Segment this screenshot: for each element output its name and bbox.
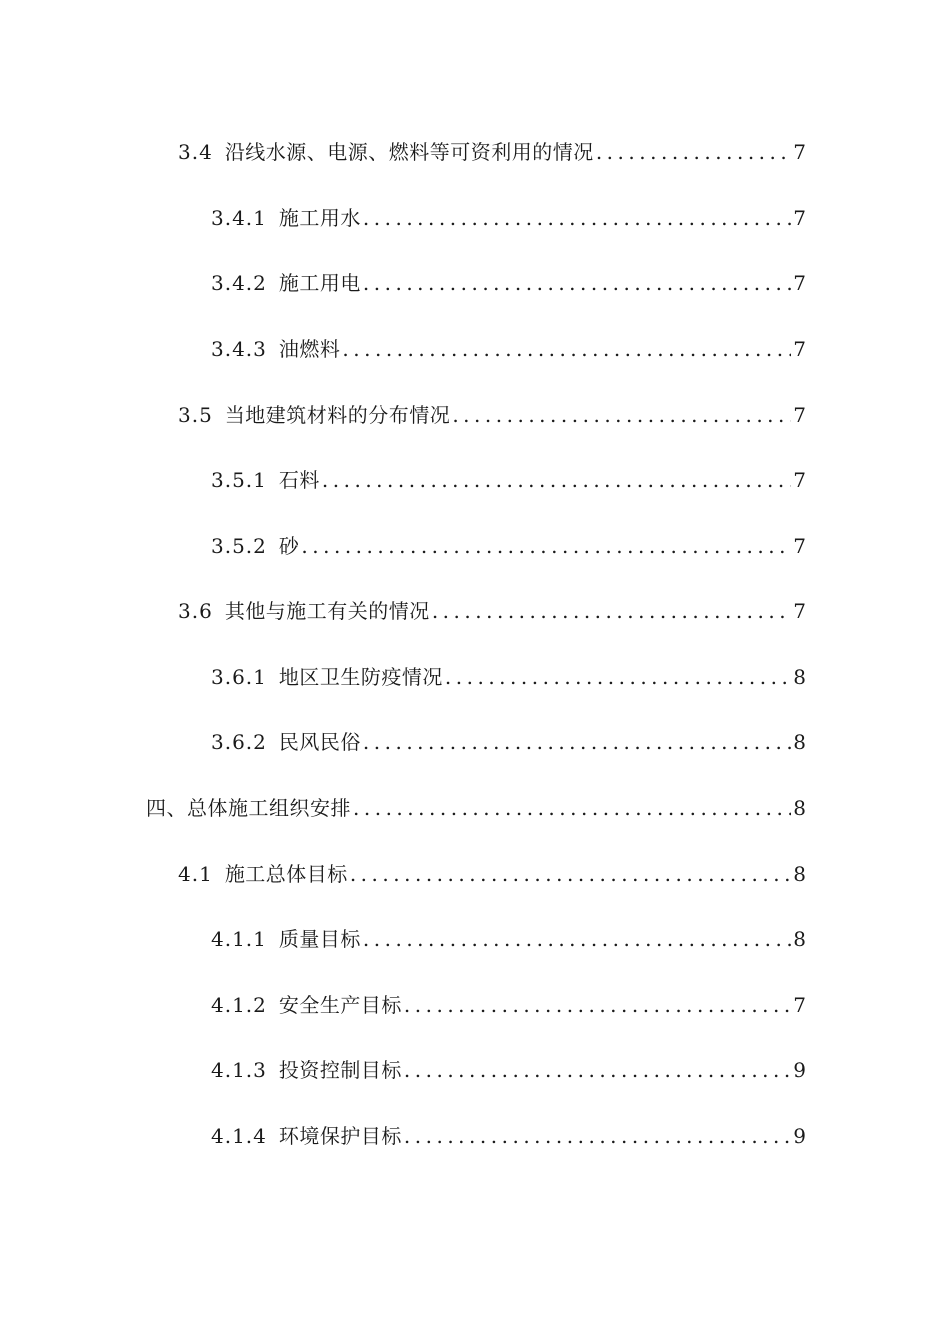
toc-entry-number: 3.5.1 [211, 468, 267, 492]
toc-entry-number: 3.6.1 [211, 665, 267, 689]
toc-entry-title: 质量目标 [278, 927, 361, 951]
dot-leader [363, 271, 791, 295]
dot-leader [445, 665, 791, 689]
toc-entry-page: 7 [793, 337, 806, 361]
toc-entry-title: 当地建筑材料的分布情况 [224, 403, 451, 427]
toc-entry-number: 4.1 [178, 862, 213, 886]
toc-entry-title: 民风民俗 [278, 730, 361, 754]
toc-entry[interactable] [211, 987, 806, 1017]
toc-entry-title: 四、总体施工组织安排 [146, 796, 351, 820]
dot-leader [404, 1124, 791, 1148]
dot-leader [363, 730, 791, 754]
toc-entry-number: 3.5 [178, 403, 213, 427]
toc-entry-title: 其他与施工有关的情况 [224, 599, 430, 623]
toc-entry-title: 砂 [278, 534, 300, 558]
dot-leader [432, 599, 791, 623]
dot-leader [404, 1058, 791, 1082]
toc-entry-number: 3.4 [178, 140, 213, 164]
toc-entry-page: 8 [793, 862, 806, 886]
toc-entry-number: 4.1.4 [211, 1124, 267, 1148]
toc-entry[interactable] [178, 397, 806, 427]
toc-entry[interactable] [211, 724, 806, 754]
dot-leader [353, 796, 791, 820]
dot-leader [596, 140, 791, 164]
toc-entry[interactable] [178, 856, 806, 886]
toc-entry[interactable] [211, 528, 806, 558]
toc-entry-title: 施工用水 [278, 206, 361, 230]
toc-entry-number: 4.1.3 [211, 1058, 267, 1082]
toc-entry-page: 7 [793, 403, 806, 427]
toc-entry-page: 7 [793, 599, 806, 623]
toc-entry-title: 安全生产目标 [278, 993, 402, 1017]
toc-entry-number: 4.1.2 [211, 993, 267, 1017]
toc-entry-title: 施工总体目标 [224, 862, 348, 886]
dot-leader [350, 862, 791, 886]
toc-entry-page: 7 [793, 140, 806, 164]
toc-entry-title: 油燃料 [278, 337, 341, 361]
dot-leader [322, 468, 791, 492]
dot-leader [342, 337, 791, 361]
toc-entry-number: 3.6 [178, 599, 213, 623]
dot-leader [301, 534, 791, 558]
toc-entry[interactable] [178, 134, 806, 164]
toc-entry-number: 4.1.1 [211, 927, 267, 951]
dot-leader [452, 403, 791, 427]
toc-entry-page: 7 [793, 468, 806, 492]
toc-entry[interactable] [211, 265, 806, 295]
toc-entry[interactable] [211, 659, 806, 689]
toc-entry-page: 7 [793, 206, 806, 230]
toc-entry-page: 8 [793, 796, 806, 820]
toc-entry-number: 3.4.2 [211, 271, 267, 295]
toc-entry[interactable] [146, 790, 806, 820]
dot-leader [404, 993, 791, 1017]
toc-entry-page: 7 [793, 271, 806, 295]
toc-entry-page: 8 [793, 927, 806, 951]
toc-entry-title: 石料 [278, 468, 320, 492]
toc-entry-page: 7 [793, 534, 806, 558]
toc-entry[interactable] [211, 1118, 806, 1148]
toc-entry[interactable] [178, 593, 806, 623]
toc-entry-number: 3.6.2 [211, 730, 267, 754]
toc-entry-number: 3.4.3 [211, 337, 267, 361]
toc-entry[interactable] [211, 200, 806, 230]
toc-entry-page: 7 [793, 993, 806, 1017]
toc-entry-title: 投资控制目标 [278, 1058, 402, 1082]
toc-entry-page: 9 [793, 1124, 806, 1148]
toc-entry-page: 8 [793, 665, 806, 689]
toc-entry[interactable] [211, 331, 806, 361]
toc-entry-title: 施工用电 [278, 271, 361, 295]
toc-entry-page: 8 [793, 730, 806, 754]
dot-leader [363, 927, 791, 951]
toc-entry[interactable] [211, 462, 806, 492]
toc-entry-title: 地区卫生防疫情况 [278, 665, 443, 689]
toc-entry-title: 环境保护目标 [278, 1124, 402, 1148]
dot-leader [363, 206, 791, 230]
toc-entry[interactable] [211, 1052, 806, 1082]
toc-entry-page: 9 [793, 1058, 806, 1082]
toc-entry-number: 3.4.1 [211, 206, 267, 230]
toc-entry-title: 沿线水源、电源、燃料等可资利用的情况 [224, 140, 594, 164]
toc-entry[interactable] [211, 921, 806, 951]
toc-entry-number: 3.5.2 [211, 534, 267, 558]
